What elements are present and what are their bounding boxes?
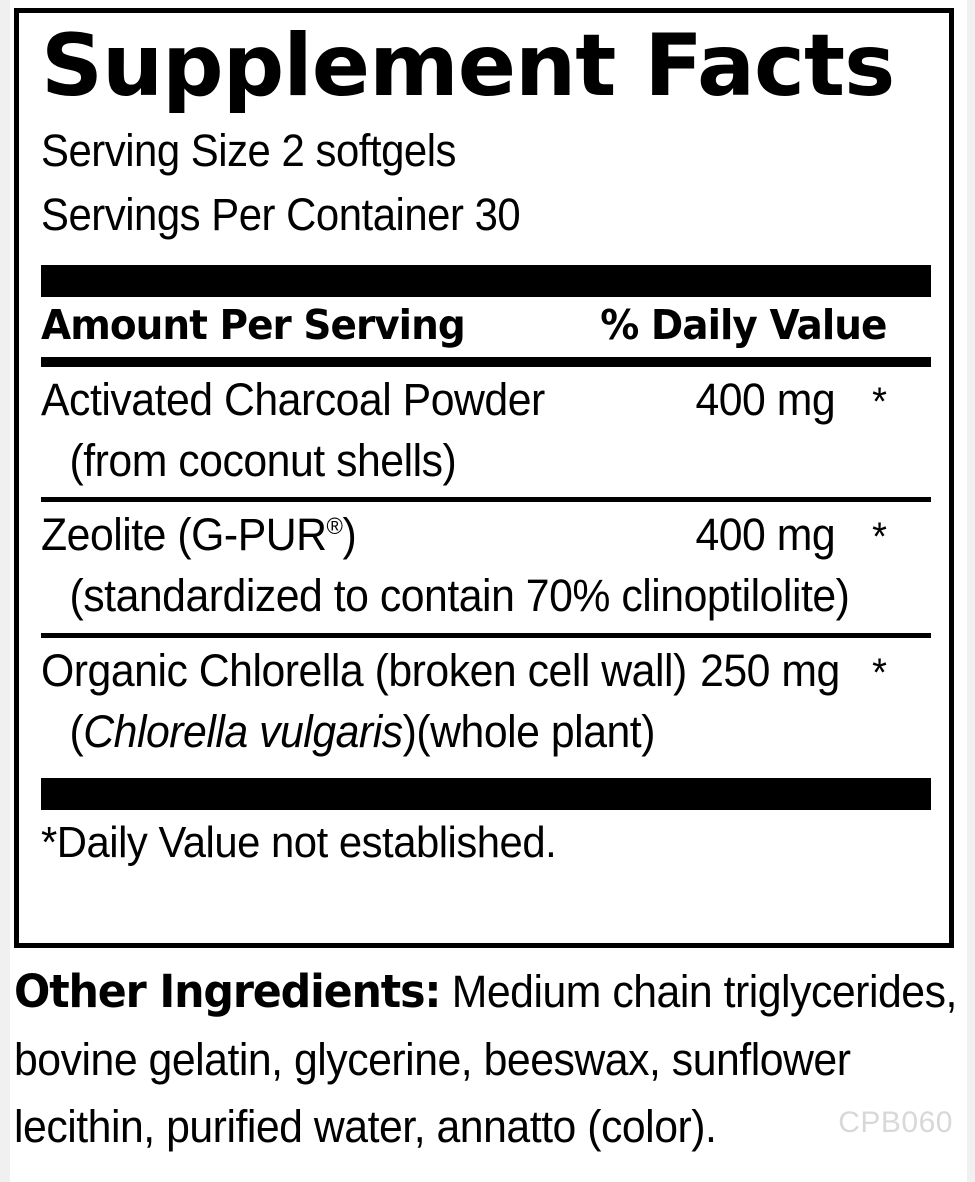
nutrient-subtext: (from coconut shells) [69,434,457,486]
table-header-row [41,297,887,353]
daily-value-header: % Daily Value [600,300,887,349]
daily-value-footnote: *Daily Value not established. [41,818,557,868]
other-ingredients-text-1: Medium chain triglycerides, [440,966,957,1017]
page-edge-left [0,0,10,1182]
subtext-tail: )(whole plant) [402,705,655,757]
nutrient-name: Organic Chlorella (broken cell wall) [41,644,687,696]
nutrient-row [41,367,931,498]
nutrient-daily-value: * [872,379,887,424]
nutrient-row [41,638,931,769]
product-code: CPB060 [838,1106,953,1139]
nutrient-subtext: (standardized to contain 70% clinoptilolite) [69,570,850,622]
nutrient-row [41,502,931,633]
page-edge-right [967,0,975,1182]
other-ingredients-line-2: bovine gelatin, glycerine, beeswax, sunflower [14,1033,851,1085]
header-bar-thick [41,265,931,297]
servings-per-container: Servings Per Container 30 [41,188,521,240]
nutrient-name [41,505,356,566]
nutrient-amount: 250 mg [700,644,840,696]
nutrient-name-text: Zeolite (G-PUR [41,509,327,561]
nutrient-subtext [41,702,887,763]
nutrient-amount: 400 mg [695,509,836,561]
latin-binomial: Chlorella vulgaris [83,705,403,757]
header-bar-medium [41,357,931,367]
other-ingredients-line-3: lecithin, purified water, annatto (color). [14,1101,717,1152]
nutrient-amount: 400 mg [695,373,836,425]
other-ingredients-label: Other Ingredients: [14,965,441,1018]
other-ingredients-line-1 [14,958,957,1026]
nutrient-name: Activated Charcoal Powder [41,373,545,425]
serving-size: Serving Size 2 softgels [41,125,456,176]
panel-title: Supplement Facts [41,16,895,116]
nutrient-daily-value: * [872,515,887,560]
subtext-open-paren: ( [69,705,84,757]
supplement-facts-panel [14,8,954,948]
footer-bar-thick [41,778,931,810]
other-ingredients-block [14,958,960,1161]
label-page [10,0,967,1182]
amount-per-serving-header: Amount Per Serving [41,300,465,349]
nutrient-name-tail: ) [342,509,357,561]
registered-trademark-icon: ® [326,513,343,540]
nutrient-daily-value: * [872,650,887,695]
